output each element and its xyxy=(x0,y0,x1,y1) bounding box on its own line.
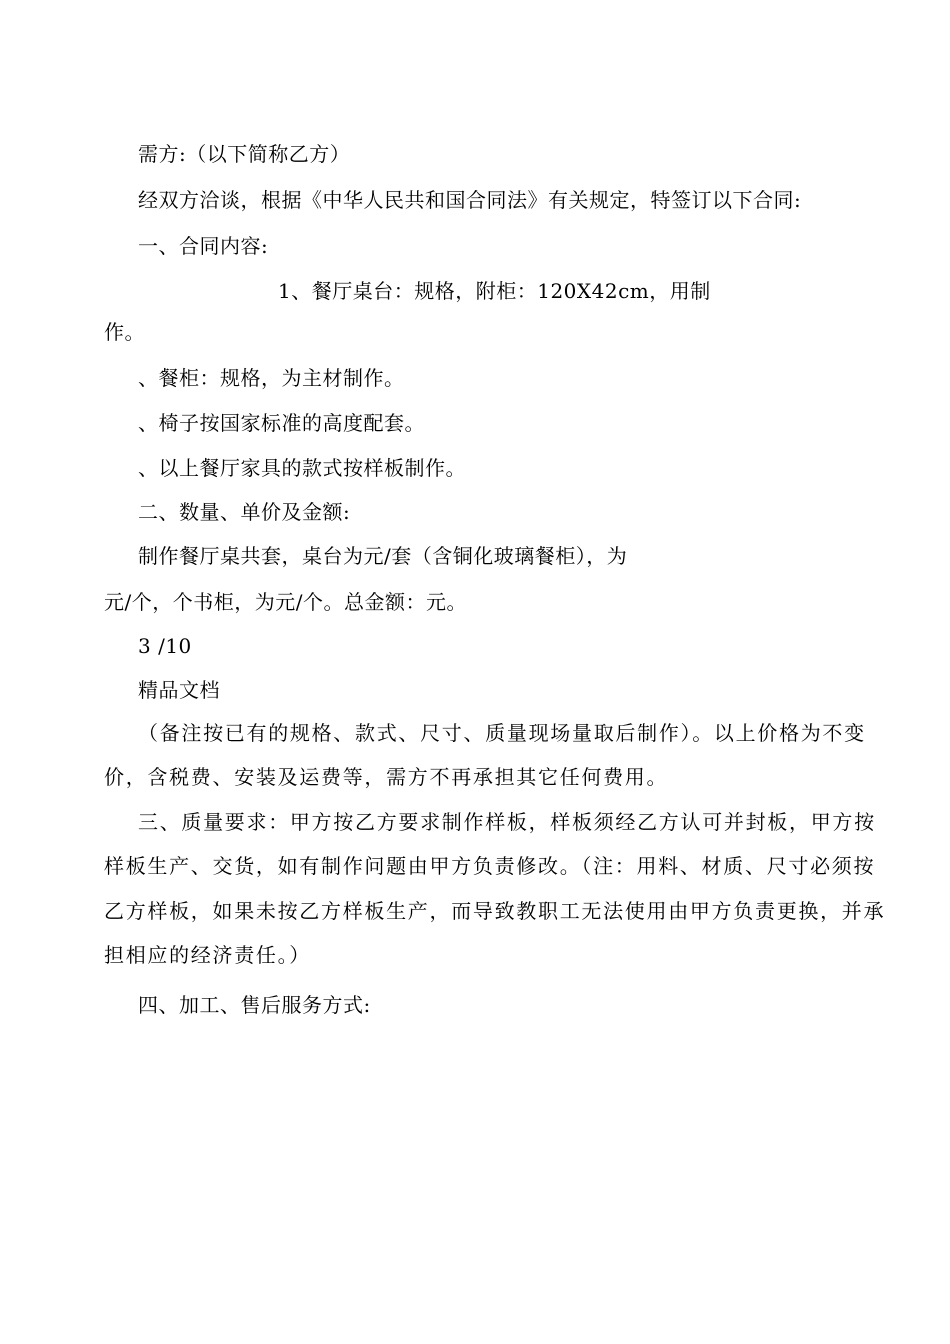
section-3-line-3: 乙方样板，如果未按乙方样板生产，而导致教职工无法使用由甲方负责更换，并承 xyxy=(104,899,886,923)
remark-line: （备注按已有的规格、款式、尺寸、质量现场量取后制作）。以上价格为不变 xyxy=(138,721,866,745)
page-number: 3 /10 xyxy=(138,634,192,658)
section-2-heading: 二、数量、单价及金额: xyxy=(138,500,351,524)
section-3-line-1: 三、质量要求：甲方按乙方要求制作样板，样板须经乙方认可并封板，甲方按 xyxy=(138,810,876,834)
item-3-line: 、椅子按国家标准的高度配套。 xyxy=(138,411,425,435)
quantity-line: 制作餐厅桌共套，桌台为元/套（含铜化玻璃餐柜），为 xyxy=(138,544,628,568)
remark-continuation: 价，含税费、安装及运费等，需方不再承担其它任何费用。 xyxy=(104,765,669,789)
buyer-line: 需方:（以下简称乙方） xyxy=(138,142,351,166)
item-2-line: 、餐柜：规格，为主材制作。 xyxy=(138,366,405,390)
document-label: 精品文档 xyxy=(138,678,220,702)
preamble-line: 经双方洽谈，根据《中华人民共和国合同法》有关规定，特签订以下合同: xyxy=(138,188,802,212)
section-3-line-2: 样板生产、交货，如有制作问题由甲方负责修改。（注：用料、材质、尺寸必须按 xyxy=(104,854,876,878)
section-4-heading: 四、加工、售后服务方式: xyxy=(138,993,371,1017)
item-1-line: 1、餐厅桌台：规格，附柜：120X42cm，用制 xyxy=(278,279,711,303)
item-4-line: 、以上餐厅家具的款式按样板制作。 xyxy=(138,456,466,480)
quantity-continuation: 元/个，个书柜，为元/个。总金额：元。 xyxy=(104,590,467,614)
section-3-line-4: 担相应的经济责任。） xyxy=(104,943,311,967)
section-1-heading: 一、合同内容: xyxy=(138,234,269,258)
item-1-continuation: 作。 xyxy=(104,320,145,344)
